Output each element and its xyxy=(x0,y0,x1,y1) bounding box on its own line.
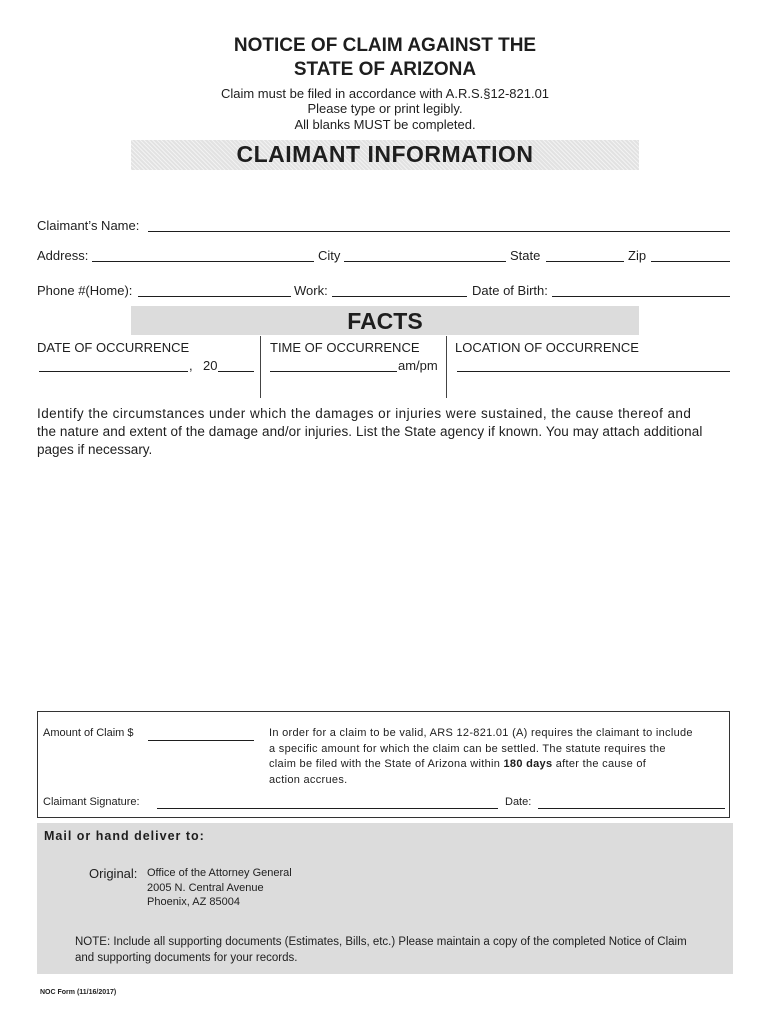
state-label: State xyxy=(510,248,541,263)
claim-validity-note-line1: In order for a claim to be valid, ARS 12-821.01 (A) requires the claimant to include xyxy=(269,727,693,739)
am-pm-label: am/pm xyxy=(398,358,438,373)
claim-validity-note-line3-start: claim be filed with the State of Arizona within xyxy=(269,758,504,770)
city-field[interactable] xyxy=(344,261,506,262)
form-id: NOC Form (11/16/2017) xyxy=(40,989,117,996)
location-of-occurrence-header: LOCATION OF OCCURRENCE xyxy=(455,340,639,355)
amount-of-claim-field[interactable] xyxy=(148,740,254,741)
supporting-documents-note-line2: and supporting documents for your records. xyxy=(75,951,298,964)
date-comma: , xyxy=(189,358,193,373)
claim-validity-note-line3 xyxy=(269,757,693,773)
claimant-name-label: Claimant’s Name: xyxy=(37,218,140,233)
claim-validity-note xyxy=(269,726,693,788)
zip-field[interactable] xyxy=(651,261,730,262)
circumstances-instructions-line2: the nature and extent of the damage and/or injuries. List the State agency if known. You may attach additional xyxy=(37,424,703,439)
claimant-signature-field[interactable] xyxy=(157,808,498,809)
time-of-occurrence-header: TIME OF OCCURRENCE xyxy=(270,340,420,355)
form-title-line2: STATE OF ARIZONA xyxy=(293,59,477,80)
claim-validity-note-line4: action accrues. xyxy=(269,773,348,786)
circumstances-instructions-line1: Identify the circumstances under which the damages or injuries were sustained, the cause thereof and xyxy=(37,406,692,421)
supporting-documents-note-line1: NOTE: Include all supporting documents (Estimates, Bills, etc.) Please maintain a copy of the completed Notice of Claim xyxy=(75,936,687,948)
filing-deadline-days: 180 days xyxy=(503,758,553,770)
phone-home-label: Phone #(Home): xyxy=(37,283,133,298)
completion-note: All blanks MUST be completed. xyxy=(294,117,476,132)
amount-of-claim-label: Amount of Claim $ xyxy=(43,727,134,739)
claimant-name-field[interactable] xyxy=(148,231,730,232)
original-label: Original: xyxy=(89,866,138,881)
address-line-3: Phoenix, AZ 85004 xyxy=(147,896,240,908)
address-label: Address: xyxy=(37,248,89,263)
circumstances-text-area[interactable] xyxy=(37,465,730,700)
attorney-general-address xyxy=(147,866,292,910)
facts-column-divider xyxy=(446,336,447,398)
claim-validity-note-line2: a specific amount for which the claim can be settled. The statute requires the xyxy=(269,742,666,755)
phone-home-field[interactable] xyxy=(138,296,291,297)
date-of-birth-label: Date of Birth: xyxy=(472,283,548,298)
state-field[interactable] xyxy=(546,261,624,262)
legibility-note: Please type or print legibly. xyxy=(307,101,463,116)
occurrence-date-field[interactable] xyxy=(39,371,188,372)
address-field[interactable] xyxy=(92,261,314,262)
phone-work-label: Work: xyxy=(294,283,328,298)
claimant-section-title: CLAIMANT INFORMATION xyxy=(236,141,534,167)
form-title-line1: NOTICE OF CLAIM AGAINST THE xyxy=(233,35,537,56)
address-line-2: 2005 N. Central Avenue xyxy=(147,881,264,894)
date-of-birth-field[interactable] xyxy=(552,296,730,297)
phone-work-field[interactable] xyxy=(332,296,467,297)
zip-label: Zip xyxy=(628,248,647,263)
occurrence-time-field[interactable] xyxy=(270,371,397,372)
claimant-signature-label: Claimant Signature: xyxy=(43,796,140,808)
date-of-occurrence-header: DATE OF OCCURRENCE xyxy=(37,340,190,355)
city-label: City xyxy=(318,248,341,263)
claim-validity-note-line3-end: after the cause of xyxy=(552,758,647,770)
mail-delivery-heading: Mail or hand deliver to: xyxy=(44,829,205,843)
year-prefix: 20 xyxy=(203,358,218,373)
facts-section-title: FACTS xyxy=(347,308,423,334)
address-line-1: Office of the Attorney General xyxy=(147,867,292,879)
supporting-documents-note xyxy=(75,935,687,966)
signature-date-field[interactable] xyxy=(538,808,725,809)
circumstances-instructions-line3: pages if necessary. xyxy=(37,442,153,457)
signature-date-label: Date: xyxy=(505,796,532,808)
occurrence-year-field[interactable] xyxy=(218,371,254,372)
facts-column-divider xyxy=(260,336,261,398)
occurrence-location-field[interactable] xyxy=(457,371,730,372)
filing-statute-note: Claim must be filed in accordance with A.R.S.§12-821.01 xyxy=(220,86,550,101)
